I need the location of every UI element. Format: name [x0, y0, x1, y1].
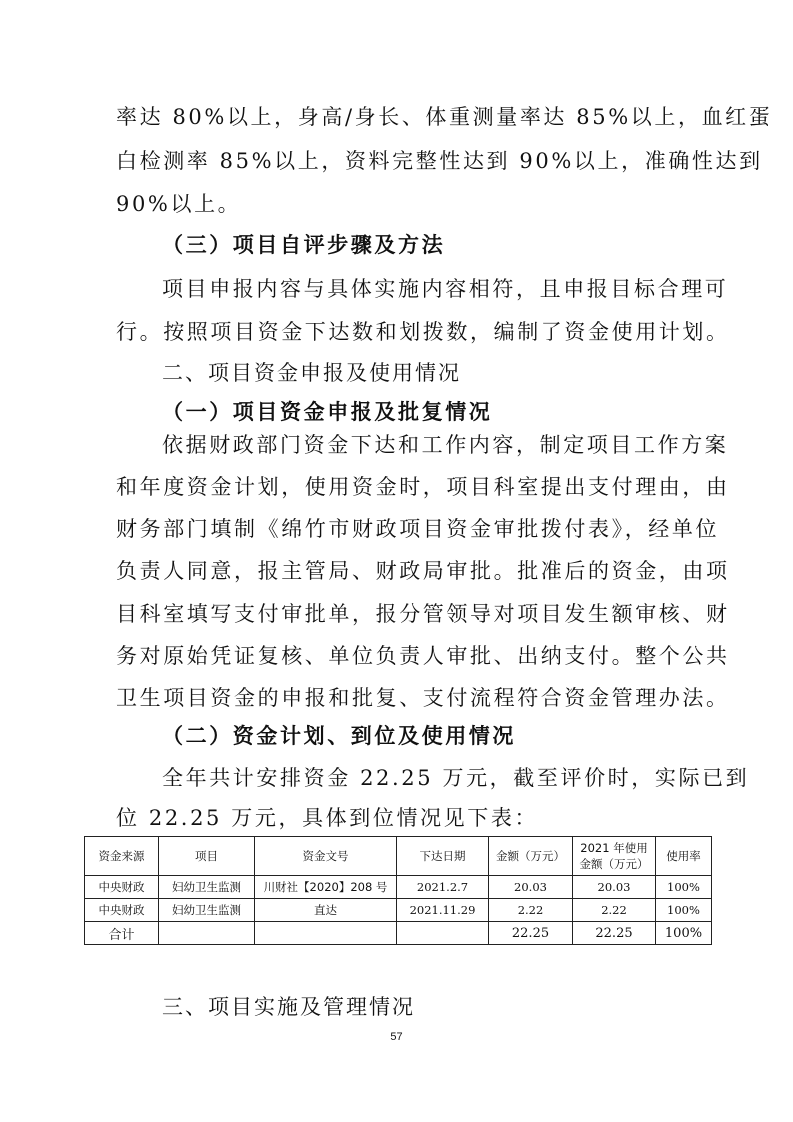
table-cell: 2.22: [489, 899, 573, 922]
paragraph-line: 负责人同意，报主管局、财政局审批。批准后的资金，由项: [116, 559, 730, 583]
table-cell: 100%: [656, 899, 712, 922]
table-cell: 22.25: [489, 922, 573, 945]
table-cell: [159, 922, 255, 945]
table-cell: 2021.2.7: [397, 876, 489, 899]
header-use-line1: 2021 年使用: [580, 841, 648, 855]
table-cell: 中央财政: [85, 876, 159, 899]
table-cell: [397, 922, 489, 945]
table-header-cell: 资金文号: [255, 837, 397, 876]
paragraph-line: 白检测率 85%以上，资料完整性达到 90%以上，准确性达到: [116, 149, 763, 173]
table-cell: 中央财政: [85, 899, 159, 922]
paragraph-line: 目科室填写支付审批单，报分管领导对项目发生额审核、财: [116, 602, 730, 626]
page-number: 57: [390, 1031, 403, 1043]
paragraph-line: 财务部门填制《绵竹市财政项目资金审批拨付表》，经单位: [116, 517, 720, 541]
table-row: [85, 876, 712, 899]
paragraph-line: 务对原始凭证复核、单位负责人审批、出纳支付。整个公共: [116, 644, 730, 668]
table-cell: 直达: [255, 899, 397, 922]
table-header-cell: 使用率: [656, 837, 712, 876]
table-cell: 妇幼卫生监测: [159, 899, 255, 922]
table-row: [85, 899, 712, 922]
paragraph-line: 和年度资金计划，使用资金时，项目科室提出支付理由，由: [116, 475, 730, 499]
table-cell: 20.03: [489, 876, 573, 899]
section-heading-2: 二、项目资金申报及使用情况: [162, 361, 461, 385]
heading-sub2: （二）资金计划、到位及使用情况: [162, 724, 516, 748]
table-cell: 川财社【2020】208 号: [255, 876, 397, 899]
table-cell: 合计: [85, 922, 159, 945]
table-cell: 2.22: [573, 899, 656, 922]
table-cell: [255, 922, 397, 945]
paragraph-line: 位 22.25 万元，具体到位情况见下表：: [116, 806, 539, 830]
table-cell: 22.25: [573, 922, 656, 945]
table-cell: 2021.11.29: [397, 899, 489, 922]
paragraph-line: 依据财政部门资金下达和工作内容，制定项目工作方案: [162, 433, 729, 457]
funds-table: [84, 836, 712, 945]
paragraph-line: 90%以上。: [116, 192, 242, 216]
paragraph-line: 行。按照项目资金下达数和划拨数，编制了资金使用计划。: [116, 320, 730, 344]
table-header-row: [85, 837, 712, 876]
table-header-cell: 金额（万元）: [489, 837, 573, 876]
table-cell: 妇幼卫生监测: [159, 876, 255, 899]
heading-steps: （三）项目自评步骤及方法: [162, 233, 446, 257]
paragraph-line: 卫生项目资金的申报和批复、支付流程符合资金管理办法。: [116, 686, 730, 710]
table-cell: 100%: [656, 922, 712, 945]
paragraph-line: 率达 80%以上，身高/身长、体重测量率达 85%以上，血红蛋: [116, 105, 773, 129]
table-cell: 20.03: [573, 876, 656, 899]
section-heading-3: 三、项目实施及管理情况: [162, 995, 415, 1019]
table-total-row: [85, 922, 712, 945]
table-header-cell: [573, 837, 656, 876]
table-header-cell: 项目: [159, 837, 255, 876]
heading-sub1: （一）项目资金申报及批复情况: [162, 400, 493, 424]
header-use-line2: 金额（万元）: [579, 857, 649, 871]
table-header-cell: 资金来源: [85, 837, 159, 876]
table-header-cell: 下达日期: [397, 837, 489, 876]
paragraph-line: 项目申报内容与具体实施内容相符，且申报目标合理可: [162, 277, 729, 301]
table-cell: 100%: [656, 876, 712, 899]
paragraph-line: 全年共计安排资金 22.25 万元，截至评价时，实际已到: [162, 766, 750, 790]
